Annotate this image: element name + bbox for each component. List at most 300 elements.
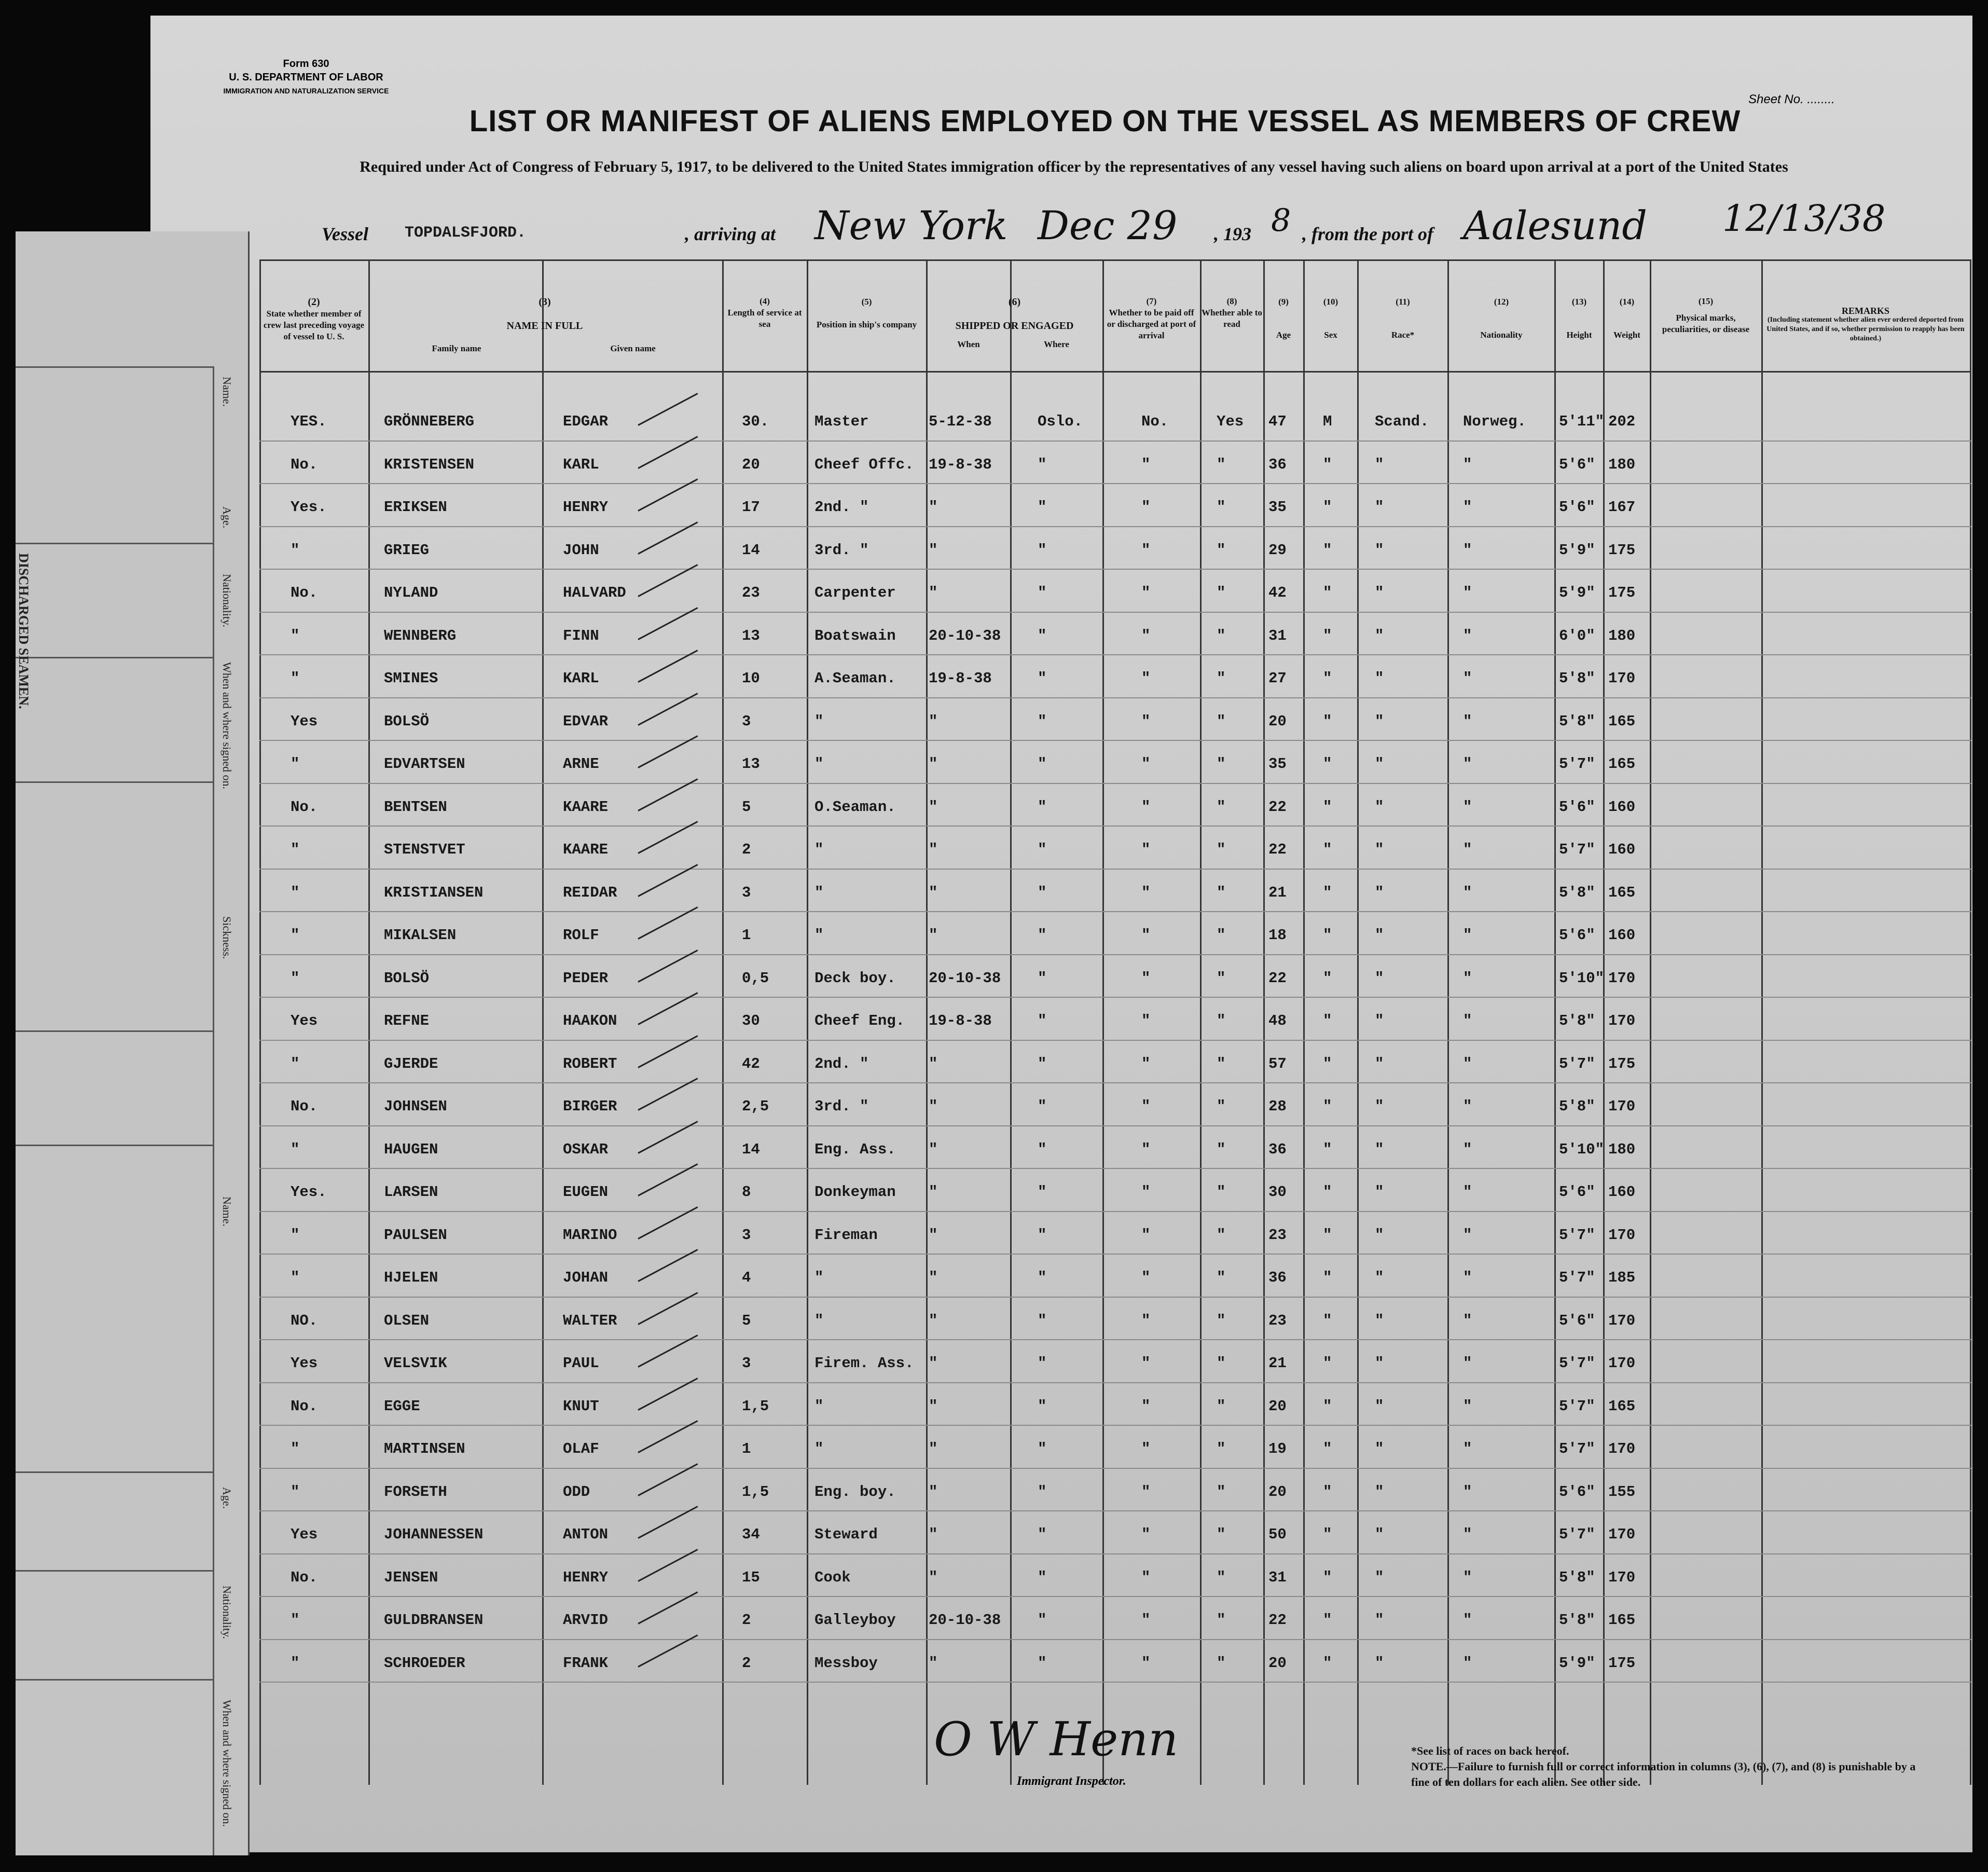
cell-prev: Yes — [291, 1355, 318, 1372]
cell-race: " — [1375, 1055, 1384, 1072]
cell-age: 48 — [1268, 1012, 1287, 1029]
table-row — [259, 871, 1971, 912]
cell-prev: " — [291, 627, 300, 644]
cell-sex: " — [1323, 1183, 1332, 1201]
cell-when: " — [929, 1226, 938, 1244]
table-row — [259, 742, 1971, 783]
cell-prev: No. — [291, 1568, 318, 1586]
cell-read: " — [1217, 456, 1226, 473]
cell-prev: " — [291, 969, 300, 987]
cell-prev: " — [291, 670, 300, 687]
vessel-name: TOPDALSFJORD. — [405, 224, 527, 242]
col-13-num: (13) — [1571, 297, 1587, 307]
department-name: U. S. DEPARTMENT OF LABOR — [229, 72, 383, 83]
cell-nat: " — [1463, 969, 1472, 987]
table-row — [259, 1470, 1971, 1511]
cell-sex: " — [1323, 584, 1332, 601]
cell-paid: " — [1141, 927, 1151, 944]
cell-read: " — [1217, 755, 1226, 773]
service-name: IMMIGRATION AND NATURALIZATION SERVICE — [223, 87, 389, 95]
cell-paid: " — [1141, 1269, 1151, 1286]
cell-paid: " — [1141, 1397, 1151, 1415]
cell-where: " — [1038, 1612, 1047, 1629]
cell-nat: " — [1463, 1055, 1472, 1072]
cell-read: " — [1217, 712, 1226, 730]
cell-family: KRISTENSEN — [384, 456, 475, 473]
cell-service: 2 — [742, 1654, 751, 1672]
cell-read: " — [1217, 1055, 1226, 1072]
cell-prev: " — [291, 1440, 300, 1457]
cell-weight: 165 — [1608, 884, 1636, 901]
cell-race: " — [1375, 670, 1384, 687]
cell-nat: " — [1463, 1012, 1472, 1029]
cell-race: " — [1375, 1440, 1384, 1457]
cell-position: Carpenter — [814, 584, 896, 601]
cell-prev: " — [291, 1055, 300, 1072]
col-3-family: Family name — [432, 343, 481, 353]
cell-nat: " — [1463, 1397, 1472, 1415]
form-number: Form 630 — [283, 58, 329, 70]
cell-where: " — [1038, 1098, 1047, 1115]
cell-service: 5 — [742, 1312, 751, 1329]
cell-age: 21 — [1268, 1355, 1287, 1372]
cell-family: JOHANNESSEN — [384, 1526, 484, 1543]
cell-where: " — [1038, 1483, 1047, 1501]
flap-title: DISCHARGED SEAMEN. — [16, 553, 31, 709]
cell-paid: " — [1141, 798, 1151, 816]
flap-label-name: Name. — [220, 377, 233, 407]
cell-sex: " — [1323, 927, 1332, 944]
cell-service: 3 — [742, 884, 751, 901]
cell-given: HALVARD — [563, 584, 626, 601]
cell-position: Steward — [814, 1526, 878, 1543]
cell-when: 19-8-38 — [929, 1012, 992, 1029]
table-row — [259, 528, 1971, 570]
cell-sex: " — [1323, 755, 1332, 773]
cell-sex: " — [1323, 1612, 1332, 1629]
cell-given: KARL — [563, 456, 599, 473]
cell-family: EDVARTSEN — [384, 755, 465, 773]
cell-service: 5 — [742, 798, 751, 816]
cell-height: 5'8" — [1559, 670, 1595, 687]
cell-prev: " — [291, 1483, 300, 1501]
cell-service: 20 — [742, 456, 760, 473]
cell-weight: 165 — [1608, 1397, 1636, 1415]
cell-when: " — [929, 499, 938, 516]
table-row — [259, 1213, 1971, 1255]
cell-when: 19-8-38 — [929, 670, 992, 687]
cell-nat: " — [1463, 1098, 1472, 1115]
cell-height: 5'7" — [1559, 1440, 1595, 1457]
cell-prev: NO. — [291, 1312, 318, 1329]
cell-given: KNUT — [563, 1397, 599, 1415]
cell-race: " — [1375, 456, 1384, 473]
cell-height: 5'6" — [1559, 1312, 1595, 1329]
cell-where: " — [1038, 927, 1047, 944]
cell-age: 20 — [1268, 712, 1287, 730]
cell-when: " — [929, 584, 938, 601]
cell-given: EDGAR — [563, 413, 609, 430]
cell-service: 3 — [742, 1355, 751, 1372]
cell-age: 36 — [1268, 1140, 1287, 1158]
col-remarks-note: (Including statement whether alien ever ordered deported from United States, and if so, whether permission to reapply has been obtained.) — [1766, 316, 1965, 342]
cell-when: " — [929, 1055, 938, 1072]
cell-age: 23 — [1268, 1226, 1287, 1244]
cell-read: " — [1217, 927, 1226, 944]
crew-manifest-table — [259, 259, 1971, 1785]
cell-age: 20 — [1268, 1397, 1287, 1415]
cell-family: REFNE — [384, 1012, 430, 1029]
cell-read: " — [1217, 1269, 1226, 1286]
cell-race: " — [1375, 841, 1384, 858]
races-note: *See list of races on back hereof. — [1411, 1744, 1569, 1757]
cell-age: 19 — [1268, 1440, 1287, 1457]
cell-where: " — [1038, 1226, 1047, 1244]
cell-prev: " — [291, 1226, 300, 1244]
cell-where: " — [1038, 1055, 1047, 1072]
cell-given: EUGEN — [563, 1183, 609, 1201]
cell-prev: Yes — [291, 1526, 318, 1543]
cell-family: BENTSEN — [384, 798, 447, 816]
col-7-num: (7) — [1146, 296, 1157, 306]
cell-age: 47 — [1268, 413, 1287, 430]
cell-service: 1 — [742, 927, 751, 944]
table-row — [259, 1084, 1971, 1126]
flap-label-sickness: Sickness. — [220, 916, 233, 959]
cell-read: " — [1217, 1568, 1226, 1586]
cell-weight: 180 — [1608, 456, 1636, 473]
cell-paid: " — [1141, 1612, 1151, 1629]
cell-race: " — [1375, 1098, 1384, 1115]
cell-given: JOHAN — [563, 1269, 609, 1286]
cell-sex: " — [1323, 456, 1332, 473]
cell-when: " — [929, 541, 938, 559]
cell-position: " — [814, 884, 824, 901]
cell-given: KAARE — [563, 798, 609, 816]
cell-height: 5'9" — [1559, 541, 1595, 559]
cell-when: 19-8-38 — [929, 456, 992, 473]
cell-given: BIRGER — [563, 1098, 617, 1115]
cell-weight: 202 — [1608, 413, 1636, 430]
table-row — [259, 1641, 1971, 1683]
cell-given: MARINO — [563, 1226, 617, 1244]
cell-given: FINN — [563, 627, 599, 644]
cell-paid: " — [1141, 1183, 1151, 1201]
cell-weight: 170 — [1608, 1098, 1636, 1115]
cell-when: " — [929, 927, 938, 944]
cell-weight: 175 — [1608, 1055, 1636, 1072]
table-row — [259, 571, 1971, 612]
cell-where: " — [1038, 670, 1047, 687]
cell-height: 5'6" — [1559, 456, 1595, 473]
cell-service: 1 — [742, 1440, 751, 1457]
cell-family: JOHNSEN — [384, 1098, 447, 1115]
cell-read: " — [1217, 1526, 1226, 1543]
cell-height: 5'7" — [1559, 1055, 1595, 1072]
cell-weight: 167 — [1608, 499, 1636, 516]
cell-nat: " — [1463, 1269, 1472, 1286]
cell-read: " — [1217, 1012, 1226, 1029]
cell-service: 30 — [742, 1012, 760, 1029]
cell-paid: " — [1141, 1355, 1151, 1372]
cell-age: 35 — [1268, 499, 1287, 516]
cell-paid: " — [1141, 884, 1151, 901]
cell-where: " — [1038, 712, 1047, 730]
cell-when: " — [929, 712, 938, 730]
table-row — [259, 656, 1971, 698]
col-8-num: (8) — [1226, 296, 1237, 306]
cell-where: " — [1038, 1568, 1047, 1586]
table-row — [259, 1556, 1971, 1597]
cell-paid: " — [1141, 1012, 1151, 1029]
table-row — [259, 1256, 1971, 1297]
cell-height: 5'6" — [1559, 798, 1595, 816]
cell-given: PEDER — [563, 969, 609, 987]
cell-race: " — [1375, 1226, 1384, 1244]
cell-weight: 165 — [1608, 755, 1636, 773]
cell-weight: 170 — [1608, 670, 1636, 687]
cell-race: " — [1375, 1012, 1384, 1029]
cell-given: KAARE — [563, 841, 609, 858]
departure-port: Aalesund — [1463, 202, 1648, 249]
cell-height: 5'8" — [1559, 1568, 1595, 1586]
col-3-num: (3) — [539, 296, 551, 308]
cell-nat: Norweg. — [1463, 413, 1526, 430]
cell-service: 14 — [742, 541, 760, 559]
cell-position: Master — [814, 413, 869, 430]
cell-race: " — [1375, 1269, 1384, 1286]
cell-read: Yes — [1217, 413, 1244, 430]
cell-position: 2nd. " — [814, 1055, 869, 1072]
cell-nat: " — [1463, 1654, 1472, 1672]
cell-race: " — [1375, 541, 1384, 559]
vessel-line — [322, 197, 1930, 249]
cell-given: ANTON — [563, 1526, 609, 1543]
col-3-given: Given name — [610, 343, 656, 353]
cell-height: 5'9" — [1559, 1654, 1595, 1672]
cell-when: " — [929, 798, 938, 816]
cell-sex: " — [1323, 884, 1332, 901]
col-15-label: Physical marks, peculiarities, or disease — [1662, 313, 1750, 334]
cell-sex: " — [1323, 670, 1332, 687]
cell-when: " — [929, 1526, 938, 1543]
cell-age: 23 — [1268, 1312, 1287, 1329]
cell-given: HAAKON — [563, 1012, 617, 1029]
table-row — [259, 1427, 1971, 1468]
table-row — [259, 1127, 1971, 1169]
cell-race: " — [1375, 1355, 1384, 1372]
inspector-signature: O W Henn — [934, 1712, 1179, 1767]
cell-when: " — [929, 1183, 938, 1201]
cell-age: 22 — [1268, 1612, 1287, 1629]
cell-nat: " — [1463, 1526, 1472, 1543]
cell-position: Cheef Eng. — [814, 1012, 905, 1029]
cell-height: 5'7" — [1559, 1269, 1595, 1286]
cell-position: Eng. boy. — [814, 1483, 896, 1501]
cell-position: " — [814, 755, 824, 773]
cell-where: " — [1038, 798, 1047, 816]
col-6-num: (6) — [1008, 296, 1021, 308]
cell-position: Boatswain — [814, 627, 896, 644]
arriving-label: , arriving at — [685, 224, 776, 244]
cell-family: GRIEG — [384, 541, 430, 559]
cell-service: 15 — [742, 1568, 760, 1586]
cell-given: OLAF — [563, 1440, 599, 1457]
cell-service: 2 — [742, 841, 751, 858]
cell-read: " — [1217, 1654, 1226, 1672]
cell-paid: " — [1141, 1526, 1151, 1543]
cell-weight: 165 — [1608, 1612, 1636, 1629]
cell-weight: 170 — [1608, 1568, 1636, 1586]
flap-label-nationality: Nationality. — [220, 574, 233, 628]
cell-service: 3 — [742, 712, 751, 730]
cell-race: " — [1375, 712, 1384, 730]
cell-age: 28 — [1268, 1098, 1287, 1115]
cell-weight: 170 — [1608, 1226, 1636, 1244]
cell-weight: 185 — [1608, 1269, 1636, 1286]
cell-service: 14 — [742, 1140, 760, 1158]
cell-height: 5'7" — [1559, 1526, 1595, 1543]
cell-paid: " — [1141, 1098, 1151, 1115]
cell-paid: " — [1141, 1440, 1151, 1457]
cell-when: " — [929, 1312, 938, 1329]
col-13-label: Height — [1566, 330, 1592, 340]
col-6-where: Where — [1044, 339, 1069, 349]
cell-paid: " — [1141, 712, 1151, 730]
cell-paid: " — [1141, 1055, 1151, 1072]
cell-when: 20-10-38 — [929, 969, 1001, 987]
cell-read: " — [1217, 627, 1226, 644]
cell-service: 1,5 — [742, 1483, 769, 1501]
cell-prev: " — [291, 841, 300, 858]
cell-nat: " — [1463, 1183, 1472, 1201]
cell-family: JENSEN — [384, 1568, 438, 1586]
col-9-label: Age — [1276, 330, 1291, 340]
cell-position: Fireman — [814, 1226, 878, 1244]
cell-read: " — [1217, 798, 1226, 816]
cell-where: " — [1038, 1183, 1047, 1201]
flap-label-signed-on: When and where signed on. — [220, 662, 233, 789]
flap-label-age: Age. — [220, 506, 233, 529]
cell-age: 35 — [1268, 755, 1287, 773]
col-9-num: (9) — [1278, 297, 1289, 307]
col-8-label: Whether able to read — [1202, 308, 1262, 329]
cell-nat: " — [1463, 1568, 1472, 1586]
cell-family: WENNBERG — [384, 627, 457, 644]
cell-race: " — [1375, 1654, 1384, 1672]
cell-family: LARSEN — [384, 1183, 438, 1201]
cell-race: " — [1375, 884, 1384, 901]
col-remarks-label: REMARKS — [1841, 306, 1889, 316]
cell-height: 5'7" — [1559, 1397, 1595, 1415]
cell-read: " — [1217, 1226, 1226, 1244]
cell-prev: " — [291, 1654, 300, 1672]
cell-height: 5'6" — [1559, 927, 1595, 944]
cell-service: 34 — [742, 1526, 760, 1543]
cell-weight: 165 — [1608, 712, 1636, 730]
cell-given: PAUL — [563, 1355, 599, 1372]
cell-paid: " — [1141, 1140, 1151, 1158]
cell-service: 17 — [742, 499, 760, 516]
cell-when: " — [929, 1654, 938, 1672]
cell-position: 3rd. " — [814, 1098, 869, 1115]
cell-height: 5'11" — [1559, 413, 1605, 430]
cell-position: Cook — [814, 1568, 851, 1586]
cell-prev: No. — [291, 798, 318, 816]
cell-nat: " — [1463, 798, 1472, 816]
cell-read: " — [1217, 1440, 1226, 1457]
cell-nat: " — [1463, 1312, 1472, 1329]
cell-sex: " — [1323, 1526, 1332, 1543]
cell-weight: 170 — [1608, 1312, 1636, 1329]
cell-race: " — [1375, 1397, 1384, 1415]
form-identifier — [208, 57, 405, 98]
cell-given: EDVAR — [563, 712, 609, 730]
cell-paid: " — [1141, 755, 1151, 773]
cell-height: 5'7" — [1559, 755, 1595, 773]
cell-given: ROLF — [563, 927, 599, 944]
cell-where: " — [1038, 584, 1047, 601]
cell-given: ODD — [563, 1483, 590, 1501]
departure-date: 12/13/38 — [1722, 197, 1886, 240]
cell-when: " — [929, 1440, 938, 1457]
cell-paid: " — [1141, 541, 1151, 559]
cell-race: " — [1375, 1526, 1384, 1543]
cell-nat: " — [1463, 884, 1472, 901]
cell-service: 30. — [742, 413, 769, 430]
cell-prev: Yes — [291, 1012, 318, 1029]
vessel-label: Vessel — [322, 224, 368, 244]
cell-service: 1,5 — [742, 1397, 769, 1415]
cell-read: " — [1217, 1140, 1226, 1158]
cell-read: " — [1217, 1098, 1226, 1115]
cell-age: 27 — [1268, 670, 1287, 687]
cell-weight: 170 — [1608, 1526, 1636, 1543]
cell-nat: " — [1463, 1483, 1472, 1501]
cell-given: OSKAR — [563, 1140, 609, 1158]
cell-nat: " — [1463, 755, 1472, 773]
cell-prev: Yes — [291, 712, 318, 730]
cell-weight: 175 — [1608, 584, 1636, 601]
cell-where: " — [1038, 1269, 1047, 1286]
cell-family: SMINES — [384, 670, 438, 687]
cell-paid: " — [1141, 841, 1151, 858]
cell-where: " — [1038, 884, 1047, 901]
cell-nat: " — [1463, 927, 1472, 944]
cell-nat: " — [1463, 1226, 1472, 1244]
cell-service: 0,5 — [742, 969, 769, 987]
cell-paid: " — [1141, 670, 1151, 687]
col-2-num: (2) — [308, 296, 320, 308]
cell-sex: " — [1323, 1312, 1332, 1329]
cell-nat: " — [1463, 499, 1472, 516]
cell-given: ARNE — [563, 755, 599, 773]
cell-sex: " — [1323, 1397, 1332, 1415]
cell-height: 5'6" — [1559, 1183, 1595, 1201]
cell-sex: " — [1323, 499, 1332, 516]
cell-position: Donkeyman — [814, 1183, 896, 1201]
col-5-label: Position in ship's company — [816, 320, 917, 329]
footer-note — [1411, 1743, 1930, 1790]
cell-service: 8 — [742, 1183, 751, 1201]
cell-family: KRISTIANSEN — [384, 884, 484, 901]
cell-height: 5'10" — [1559, 969, 1605, 987]
cell-race: " — [1375, 798, 1384, 816]
cell-where: " — [1038, 1526, 1047, 1543]
cell-height: 5'7" — [1559, 1355, 1595, 1372]
cell-weight: 170 — [1608, 969, 1636, 987]
cell-age: 29 — [1268, 541, 1287, 559]
